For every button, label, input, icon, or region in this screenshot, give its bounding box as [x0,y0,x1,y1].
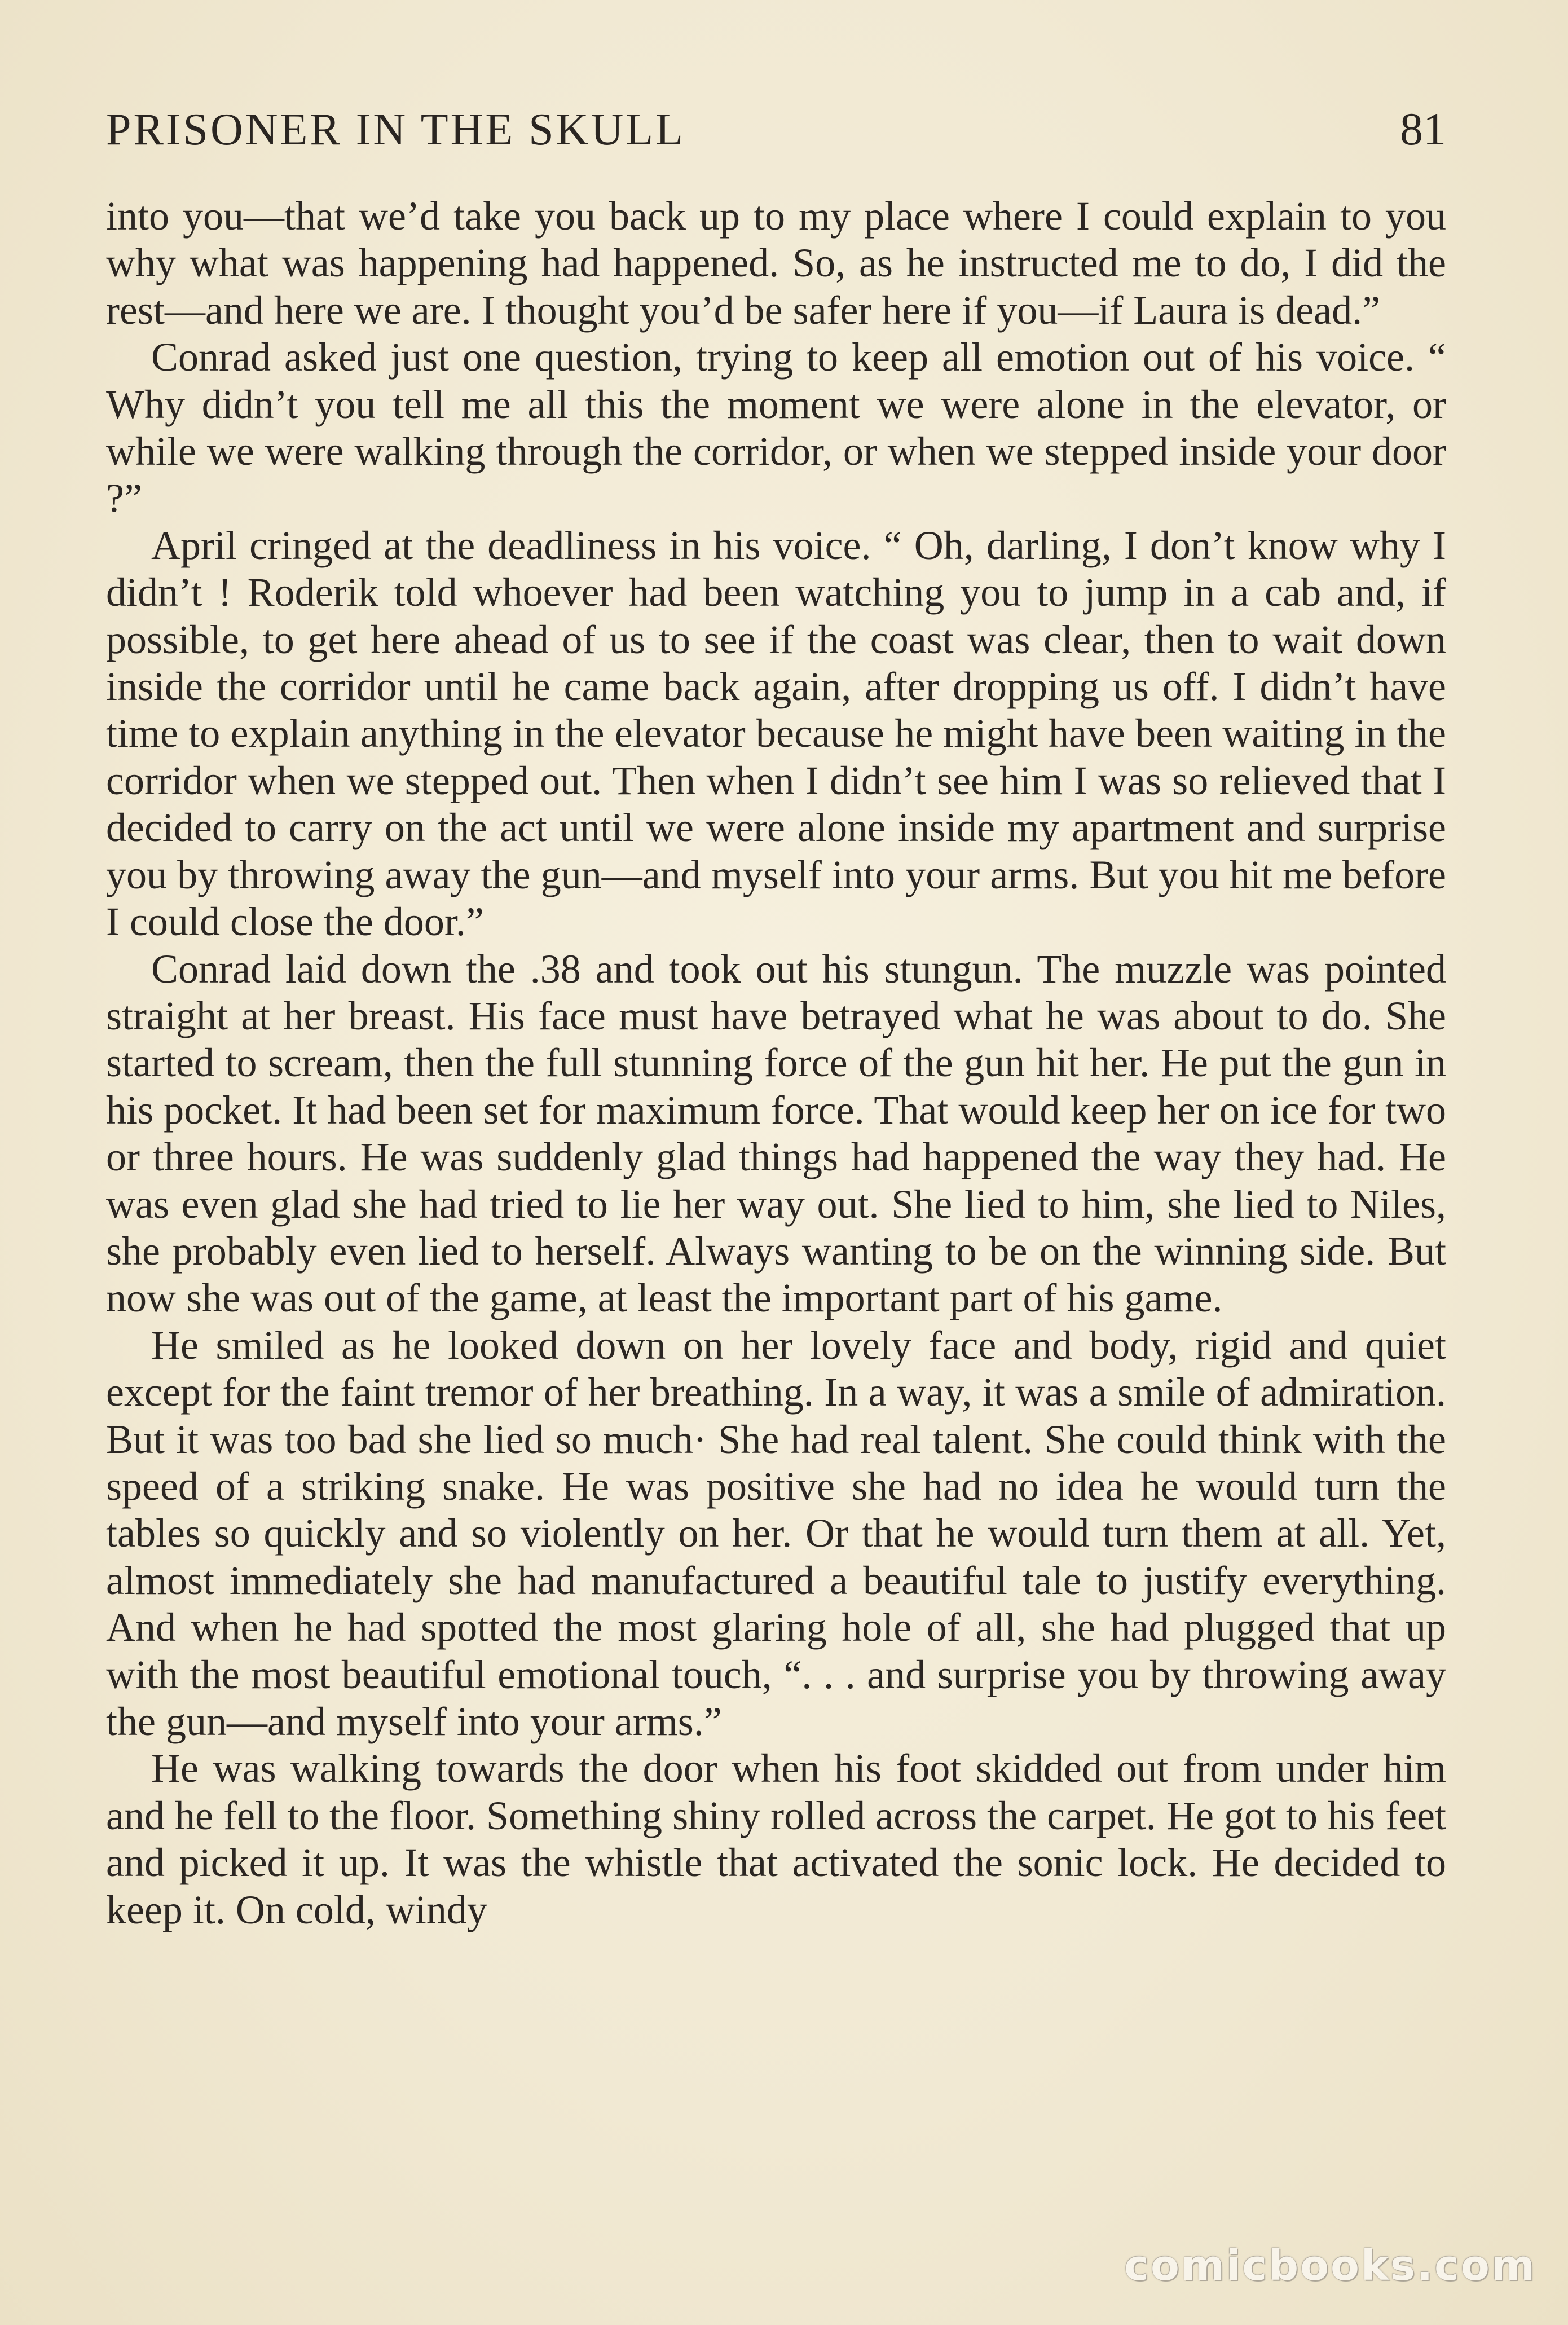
site-watermark: comicbooks.com [1124,2242,1536,2290]
running-head [106,103,1446,165]
body-text [106,193,1446,1934]
chapter-title: PRISONER IN THE SKULL [106,105,686,155]
paragraph: April cringed at the deadliness in his voice. “ Oh, darling, I don’t know why I didn’t ! Roderik told whoever had been watching you to jump in a cab and, if possible, to get here ahead of us to see if the coast was clear, then to wait down inside the corridor until he came back again, after dropping us off. I didn’t have time to explain anything in the elevator because he might have been waiting in the corridor when we stepped out. Then when I didn’t see him I was so relieved that I decided to carry on the act until we were alone inside my apartment and surprise you by throwing away the gun—and myself into your arms. But you hit me before I could close the door.” [106,522,1446,945]
paragraph: He was walking towards the door when his foot skidded out from under him and he fell to the floor. Something shiny rolled across the carpet. He got to his feet and picked it up. It was the whistle that activated the sonic lock. He decided to keep it. On cold, windy [106,1746,1446,1932]
paragraph: Conrad asked just one question, trying to keep all emotion out of his voice. “ Why didn’t you tell me all this the moment we were alone in the elevator, or while we were walking through the corridor, or when we stepped inside your door ?” [106,334,1446,521]
paragraph: Conrad laid down the .38 and took out his stungun. The muzzle was pointed straight at her breast. His face must have betrayed what he was about to do. She started to scream, then the full stunning force of the gun hit her. He put the gun in his pocket. It had been set for maximum force. That would keep her on ice for two or three hours. He was suddenly glad things had happened the way they had. He was even glad she had tried to lie her way out. She lied to him, she lied to Niles, she probably even lied to herself. Always wanting to be on the winning side. But now she was out of the game, at least the important part of his game. [106,946,1446,1321]
paragraph-continuation: into you—that we’d take you back up to my place where I could explain to you why what was happening had happened. So, as he instructed me to do, I did the rest—and here we are. I thought you’d be safer here if you—if Laura is dead.” [106,193,1446,333]
paragraph: He smiled as he looked down on her lovely face and body, rigid and quiet except for the faint tremor of her breathing. In a way, it was a smile of admiration. But it was too bad she lied so much· She had real talent. She could think with the speed of a striking snake. He was positive she had no idea he would turn the tables so quickly and so violently on her. Or that he would turn them at all. Yet, almost immediately she had manufactured a beautiful tale to justify everything. And when he had spotted the most glaring hole of all, she had plugged that up with the most beautiful emotional touch, “. . . and surprise you by throwing away the gun—and myself into your arms.” [106,1322,1446,1744]
page-number: 81 [1400,103,1446,155]
